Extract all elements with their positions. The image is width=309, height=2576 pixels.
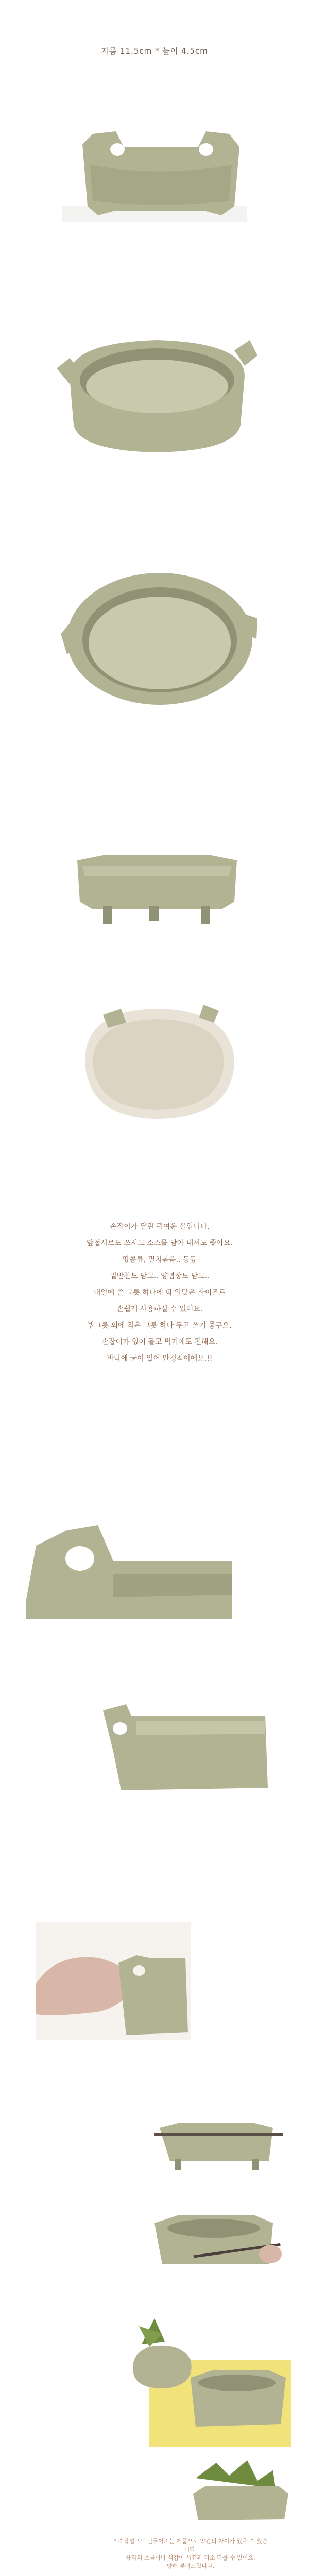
description-line: 밑반찬도 담고.. 양념장도 담고..	[110, 1272, 210, 1280]
table-setting-photo	[118, 2298, 294, 2452]
care-note-line: 양해 부탁드립니다.	[166, 2563, 214, 2569]
bowl-side-photo	[52, 98, 268, 232]
description-line: 앞접시로도 쓰시고 소스를 담아 내셔도 좋아요.	[87, 1239, 233, 1247]
description-line: 손쉽게 사용하실 수 있어요.	[116, 1305, 203, 1313]
care-note-line: 유약의 흐름이나 색감이 사진과 다소 다를 수 있어요.	[126, 2554, 255, 2561]
description-line: 손잡이가 달린 귀여운 볼입니다.	[110, 1223, 210, 1231]
description-line: 땅콩류, 멸치볶음.. 등등	[123, 1256, 197, 1264]
handle-rim-photo	[100, 1685, 270, 1798]
bowl-top-photo	[52, 562, 268, 716]
description-line: 내일에 쓸 그릇 하나에 딱 알맞은 사이즈로	[93, 1289, 226, 1297]
hand-holding-bowl-photo	[36, 1922, 191, 2040]
description-line: 밥그릇 외에 작은 그릇 하나 두고 쓰기 좋구요.	[88, 1321, 232, 1330]
dimensions-caption: 지름 11.5cm * 높이 4.5cm	[101, 46, 208, 56]
description-line: 손잡이가 있어 들고 먹기에도 편해요.	[101, 1338, 218, 1346]
bowl-angled-photo	[49, 314, 265, 469]
bowl-chopsticks-photo	[149, 2102, 283, 2179]
bowl-hand-chopsticks-photo	[147, 2192, 291, 2282]
care-note-line: * 수작업으로 만들어지는 제품으로 약간의 차이가 있을 수 있습니다.	[113, 2538, 268, 2553]
description-line: 바닥에 굽이 있어 안정적이에요.!!	[107, 1354, 213, 1363]
handle-closeup-photo	[21, 1484, 237, 1623]
product-description	[77, 1218, 242, 1367]
herb-bowl-photo	[185, 2458, 294, 2524]
bowl-bottom-photo	[64, 999, 250, 1128]
care-note	[113, 2537, 268, 2570]
bowl-profile-photo	[72, 840, 242, 933]
